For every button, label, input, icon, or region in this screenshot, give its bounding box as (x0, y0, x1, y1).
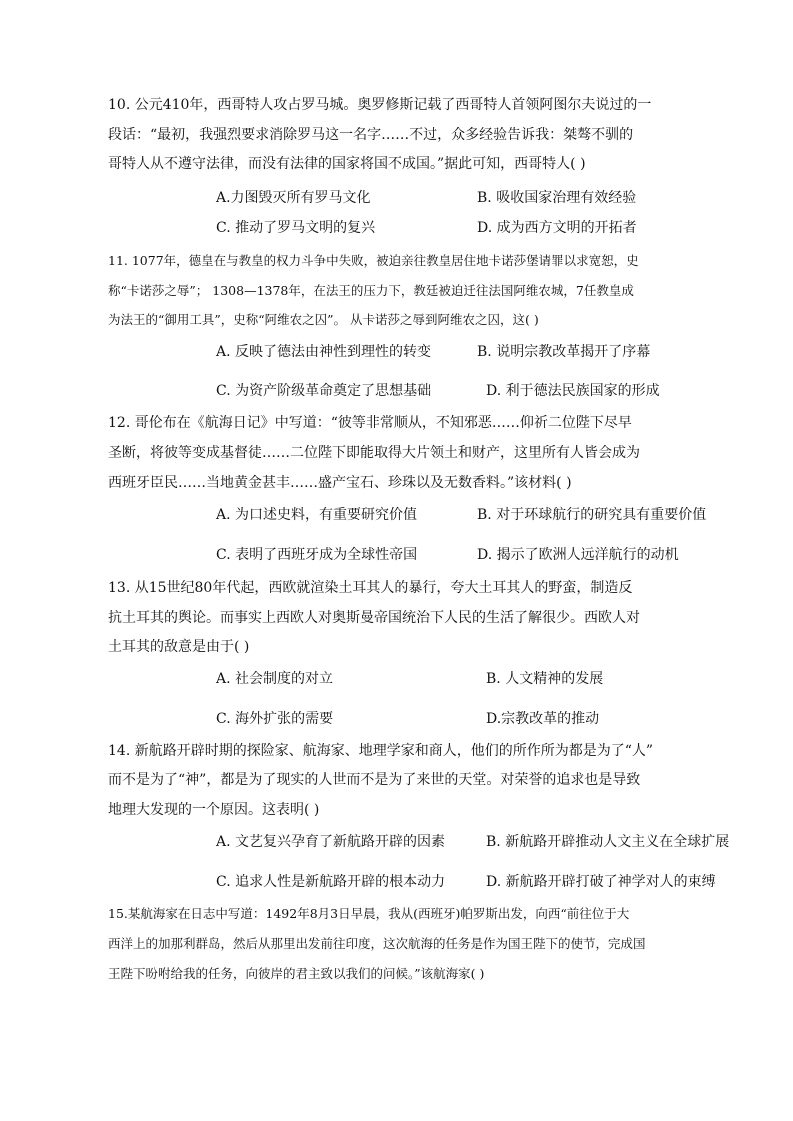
option-c: C. 追求人性是新航路开辟的根本动力 (216, 874, 446, 890)
option-c: C. 推动了罗马文明的复兴 (216, 220, 376, 236)
question-text-line: 西班牙臣民……当地黄金甚丰……盛产宝石、珍珠以及无数香料。”该材料( ) (108, 475, 572, 491)
question-text-line: 为法王的“御用工具”，史称“阿维农之囚”。 从卡诺莎之辱到阿维农之囚，这( ) (108, 312, 539, 327)
question-text-line: 而不是为了“神”，都是为了现实的人世而不是为了来世的天堂。对荣誉的追求也是导致 (108, 772, 641, 788)
option-b: B. 说明宗教改革揭开了序幕 (477, 344, 651, 360)
question-text-line: 10. 公元410年，西哥特人攻占罗马城。奥罗修斯记载了西哥特人首领阿图尔夫说过的一 (108, 97, 652, 113)
question-text-line: 西洋上的加那利群岛，然后从那里出发前往印度，这次航海的任务是作为国王陛下的使节，完成国 (108, 936, 646, 951)
option-b: B. 吸收国家治理有效经验 (477, 190, 637, 206)
question-text-line: 圣断，将彼等变成基督徒……二位陛下即能取得大片领土和财产，这里所有人皆会成为 (108, 445, 640, 461)
option-c: C. 表明了西班牙成为全球性帝国 (216, 547, 418, 563)
option-d: D. 揭示了欧洲人远洋航行的动机 (477, 547, 679, 563)
question-text-line: 12. 哥伦布在《航海日记》中写道：“彼等非常顺从，不知邪恶……仰祈二位陛下尽早 (108, 415, 632, 431)
question-text-line: 称“卡诺莎之辱”； 1308—1378年，在法王的压力下，教廷被迫迁往法国阿维农城，7任教皇成 (108, 283, 634, 298)
option-c: C. 海外扩张的需要 (216, 711, 334, 727)
question-text-line: 段话：“最初，我强烈要求消除罗马这一名字……不过，众多经验告诉我：桀骜不驯的 (108, 127, 634, 143)
option-b: B. 新航路开辟推动人文主义在全球扩展 (486, 834, 730, 850)
question-text-line: 14. 新航路开辟时期的探险家、航海家、地理学家和商人，他们的所作所为都是为了“人” (108, 743, 654, 759)
question-text-line: 土耳其的敌意是由于( ) (108, 639, 250, 655)
option-c: C. 为资产阶级革命奠定了思想基础 (216, 383, 432, 399)
option-a: A. 社会制度的对立 (216, 671, 334, 687)
option-a: A. 为口述史料，有重要研究价值 (216, 507, 418, 523)
option-d: D. 利于德法民族国家的形成 (486, 383, 660, 399)
question-text-line: 15.某航海家在日志中写道：1492年8月3日早晨，我从(西班牙)帕罗斯出发，向西“前往位于大 (108, 906, 630, 921)
option-b: B. 对于环球航行的研究具有重要价值 (477, 507, 707, 523)
option-a: A. 文艺复兴孕育了新航路开辟的因素 (216, 834, 446, 850)
question-text-line: 哥特人从不遵守法律，而没有法律的国家将国不成国。”据此可知，西哥特人( ) (108, 156, 586, 172)
option-a: A.力图毁灭所有罗马文化 (216, 190, 371, 206)
question-text-line: 抗土耳其的舆论。而事实上西欧人对奥斯曼帝国统治下人民的生活了解很少。西欧人对 (108, 610, 640, 626)
option-d: D. 成为西方文明的开拓者 (477, 220, 637, 236)
question-text-line: 13. 从15世纪80年代起，西欧就渲染土耳其人的暴行，夸大土耳其人的野蛮，制造反 (108, 580, 633, 596)
option-a: A. 反映了德法由神性到理性的转变 (216, 344, 432, 360)
question-text-line: 王陛下吩咐给我的任务，向彼岸的君主致以我们的问候。”该航海家( ) (108, 966, 485, 981)
question-text-line: 11. 1077年，德皇在与教皇的权力斗争中失败，被迫亲往教皇居住地卡诺莎堡请罪以求宽恕，史 (108, 253, 639, 268)
option-d: D.宗教改革的推动 (486, 711, 600, 727)
option-b: B. 人文精神的发展 (486, 671, 604, 687)
question-text-line: 地理大发现的一个原因。这表明( ) (108, 802, 320, 818)
option-d: D. 新航路开辟打破了神学对人的束缚 (486, 874, 716, 890)
